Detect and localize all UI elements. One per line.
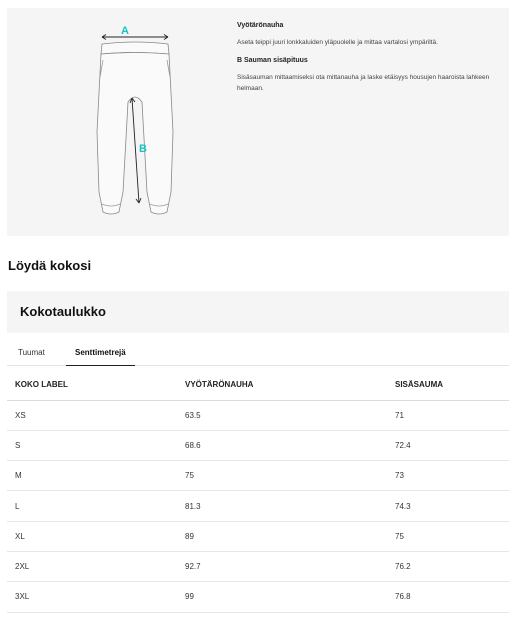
table-row <box>7 491 509 521</box>
table-row <box>7 461 509 491</box>
table-row <box>7 551 509 581</box>
inseam-cell: 76.8 <box>387 582 509 612</box>
find-size-heading: Löydä kokosi <box>8 258 92 273</box>
table-row <box>7 400 509 430</box>
waist-instructions: Aseta teippi juuri lonkkaluiden yläpuolelle ja mittaa vartalosi ympäriltä. <box>237 39 438 46</box>
inseam-cell: 71 <box>387 400 509 430</box>
waist-cell: 81.3 <box>177 491 387 521</box>
table-row <box>7 582 509 612</box>
column-header-size: KOKO LABEL <box>7 370 177 400</box>
pants-diagram <box>85 22 185 222</box>
size-cell: S <box>7 430 177 460</box>
column-header-waist: VYÖTÄRÖNAUHA <box>177 370 387 400</box>
size-cell: 2XL <box>7 551 177 581</box>
inseam-cell: 75 <box>387 521 509 551</box>
size-cell: 3XL <box>7 582 177 612</box>
inseam-cell: 74.3 <box>387 491 509 521</box>
size-cell: XL <box>7 521 177 551</box>
size-cell: L <box>7 491 177 521</box>
waist-cell: 63.5 <box>177 400 387 430</box>
inseam-instructions: Sisäsauman mittaamiseksi ota mittanauha ja laske etäisyys housujen haaroista lahkeen helmaan. <box>237 74 490 92</box>
column-header-inseam: SISÄSAUMA <box>387 370 509 400</box>
size-cell: XS <box>7 400 177 430</box>
measurement-instructions <box>237 22 507 103</box>
size-chart-header <box>7 291 509 333</box>
size-chart-title: Kokotaulukko <box>20 304 106 319</box>
waist-cell: 89 <box>177 521 387 551</box>
unit-tabs <box>7 339 509 366</box>
label-b: B <box>139 143 147 155</box>
label-a: A <box>121 25 129 37</box>
waist-title: Vyötärönauha <box>237 22 284 29</box>
table-row <box>7 430 509 460</box>
table-row <box>7 521 509 551</box>
measurement-guide <box>7 8 509 236</box>
waist-cell: 68.6 <box>177 430 387 460</box>
waist-cell: 99 <box>177 582 387 612</box>
inseam-cell: 76.2 <box>387 551 509 581</box>
tab-inches[interactable]: Tuumat <box>18 348 45 357</box>
size-table <box>7 370 509 613</box>
tab-centimeters[interactable]: Senttimetrejä <box>66 339 135 366</box>
waist-cell: 75 <box>177 461 387 491</box>
table-header-row <box>7 370 509 400</box>
size-cell: M <box>7 461 177 491</box>
inseam-title: B Sauman sisäpituus <box>237 57 308 64</box>
inseam-cell: 73 <box>387 461 509 491</box>
inseam-cell: 72.4 <box>387 430 509 460</box>
waist-cell: 92.7 <box>177 551 387 581</box>
